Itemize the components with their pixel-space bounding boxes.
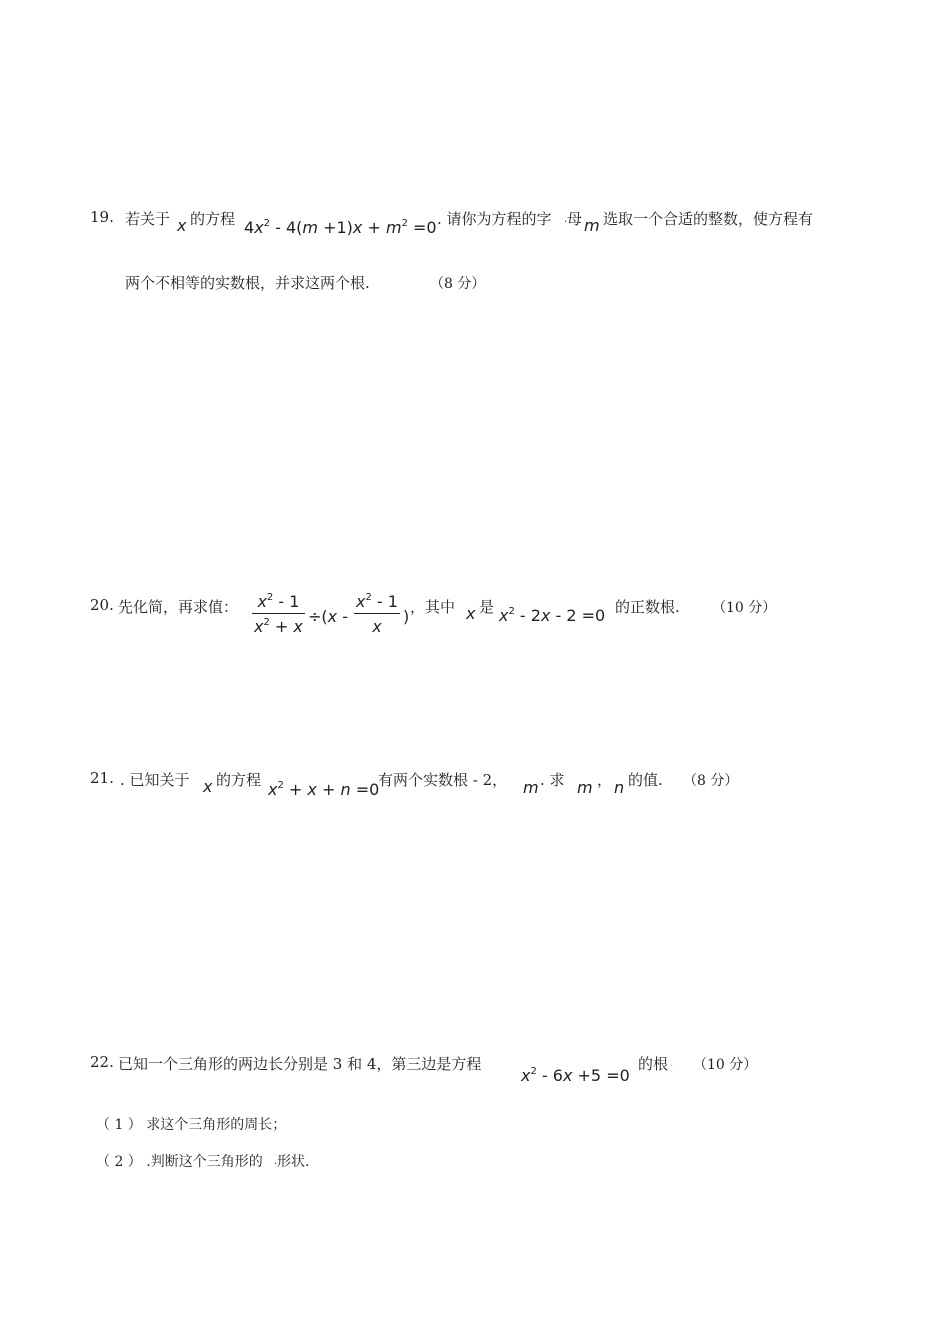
q19-text-1: 若关于	[125, 210, 171, 228]
q22-subquestion-2-end: 形状.	[277, 1154, 310, 1170]
q21-text-1: . 已知关于	[120, 771, 190, 789]
q20-score: （10 分）	[712, 600, 777, 616]
q20-fraction-2-numerator: $x^2 - 1$	[356, 592, 398, 611]
q22-number: 22.	[90, 1053, 114, 1071]
q22-dot: .	[670, 1058, 674, 1069]
q21-var-m-2: m	[577, 778, 593, 797]
q22-score: （10 分）	[693, 1057, 758, 1073]
q21-comma: ，	[597, 771, 613, 789]
q21-number: 21.	[90, 769, 114, 787]
q21-text-5: 的值.	[628, 771, 663, 789]
q19-var-m: m	[584, 216, 600, 235]
q20-var-x: x	[466, 604, 476, 623]
q20-close-paren: )	[403, 607, 410, 626]
q21-text-2: 的方程	[216, 771, 262, 789]
q20-text-3: 是	[479, 598, 495, 616]
q20-equation: $x^2 - 2x - 2 =0$	[499, 606, 606, 625]
q22-subquestion-1: （ 1 ） 求这个三角形的周长；	[96, 1117, 287, 1133]
q22-text-2: 的根	[638, 1055, 669, 1073]
q19-text-3: . 请你为方程的字	[437, 210, 552, 228]
q19-text-5: 选取一个合适的整数，使方程有	[603, 210, 814, 228]
q21-score: （8 分）	[683, 773, 739, 789]
q20-text-1: 先化简，再求值：	[118, 598, 239, 616]
q22-subquestion-2: （ 2 ） .判断这个三角形的	[96, 1154, 263, 1170]
q20-text-4: 的正数根.	[615, 598, 680, 616]
q21-text-4: . 求	[540, 771, 565, 789]
q21-var-x: x	[203, 777, 213, 796]
q20-fraction-1	[252, 592, 305, 636]
q19-text-2: 的方程	[190, 210, 236, 228]
q19-text-4: 母	[567, 210, 583, 228]
q22-equation: $x^2 - 6x +5 =0$	[521, 1066, 630, 1085]
q19-var-x: x	[177, 216, 187, 235]
q20-fraction-1-numerator: $x^2 - 1$	[257, 592, 300, 611]
q20-fraction-2	[354, 592, 400, 636]
q21-text-3: 有两个实数根 - 2，	[378, 771, 508, 789]
q19-equation: $4x^2 - 4(m +1)x + m^2 =0$	[244, 218, 437, 237]
q20-fraction-2-denominator: x	[354, 613, 400, 636]
q19-number: 19.	[90, 208, 114, 226]
q20-fraction-1-denominator: $x^2 + x$	[252, 613, 305, 636]
q20-operator: ÷(x -	[308, 607, 348, 626]
q20-text-2: ，其中	[410, 598, 456, 616]
q21-var-n: n	[614, 778, 625, 797]
q20-number: 20.	[90, 596, 114, 614]
q22-subquestion-2-dot: .	[274, 1156, 278, 1167]
q19-line-2: 两个不相等的实数根，并求这两个根.	[125, 274, 370, 292]
q21-var-m-1: m	[523, 778, 539, 797]
q19-score: （8 分）	[430, 276, 486, 292]
q19-dot: .	[564, 214, 568, 225]
q21-equation: $x^2 + x + n =0$	[268, 780, 380, 799]
q22-text-1: 已知一个三角形的两边长分别是 3 和 4，第三边是方程	[118, 1055, 482, 1073]
